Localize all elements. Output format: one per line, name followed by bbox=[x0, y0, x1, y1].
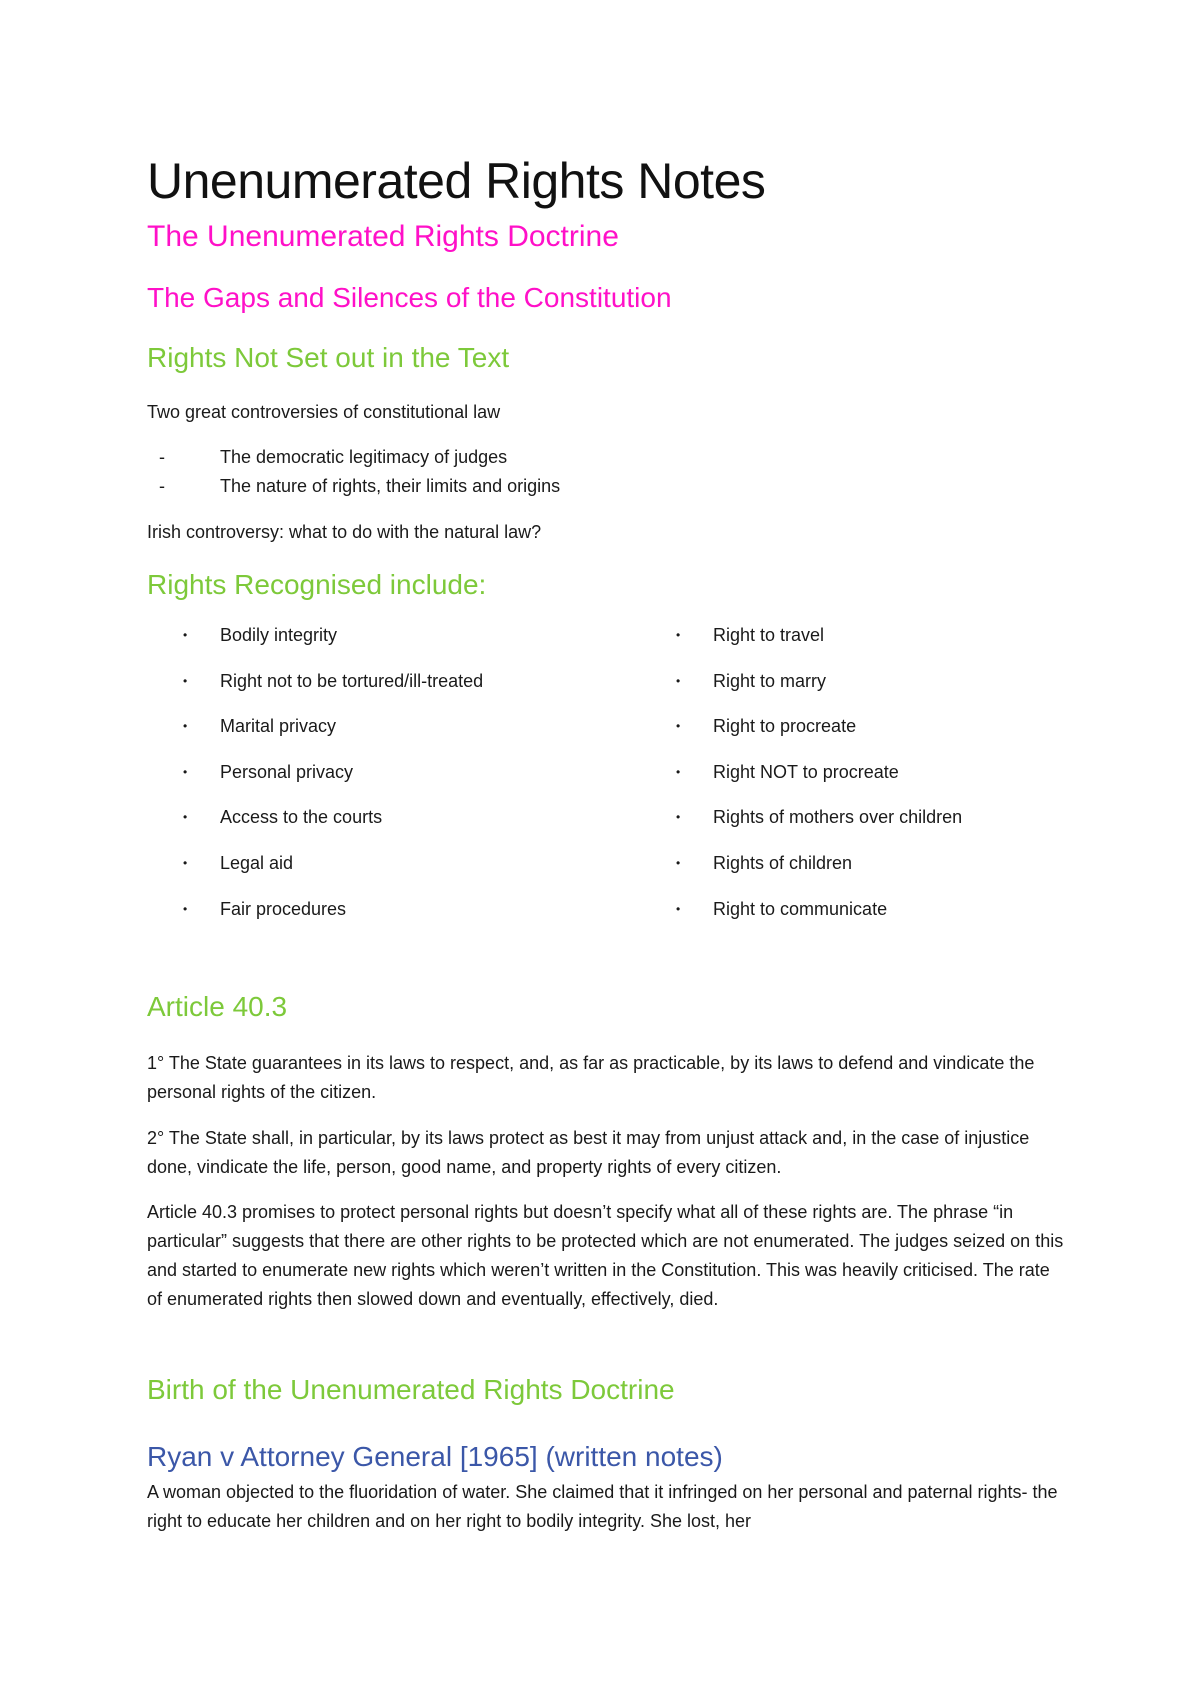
list-item-text: Marital privacy bbox=[220, 716, 337, 737]
list-item bbox=[183, 852, 483, 898]
list-item bbox=[183, 806, 483, 852]
list-item bbox=[183, 624, 483, 670]
bullet-marker: • bbox=[183, 673, 188, 688]
bullet-marker: • bbox=[676, 810, 681, 825]
bullet-marker: • bbox=[183, 719, 188, 734]
list-item-text: Bodily integrity bbox=[220, 625, 338, 645]
bullet-marker: • bbox=[676, 764, 681, 779]
heading-not-set-out: Rights Not Set out in the Text bbox=[147, 342, 510, 373]
heading-article: Article 40.3 bbox=[147, 991, 288, 1022]
bullet-marker: • bbox=[183, 855, 188, 870]
list-item bbox=[183, 761, 483, 807]
bullet-marker: • bbox=[676, 719, 681, 734]
list-item-text: The nature of rights, their limits and origins bbox=[220, 476, 561, 496]
list-item bbox=[676, 806, 962, 852]
article-paragraph-2: 2° The State shall, in particular, by its laws protect as best it may from unjust attack and, in the case of injustice done, vindicate the life, person, good name, and property rights of every citizen. bbox=[147, 1128, 1030, 1177]
list-item-text: Rights of mothers over children bbox=[713, 807, 963, 828]
list-item bbox=[147, 476, 560, 497]
bullet-marker: • bbox=[676, 901, 681, 916]
heading-doctrine: The Unenumerated Rights Doctrine bbox=[147, 220, 619, 253]
list-item-text: Right to procreate bbox=[713, 716, 857, 737]
irish-controversy: Irish controversy: what to do with the natural law? bbox=[147, 522, 542, 542]
list-item-text: The democratic legitimacy of judges bbox=[220, 447, 508, 467]
controversies-intro: Two great controversies of constitutional law bbox=[147, 402, 501, 422]
dash-marker: - bbox=[159, 476, 165, 496]
bullet-marker: • bbox=[183, 901, 188, 916]
list-item-text: Right to communicate bbox=[713, 898, 888, 919]
list-item bbox=[676, 715, 962, 761]
list-item bbox=[183, 715, 483, 761]
list-item-text: Right to marry bbox=[713, 670, 827, 691]
list-item bbox=[676, 761, 962, 807]
list-item bbox=[676, 670, 962, 716]
bullet-marker: • bbox=[676, 628, 681, 642]
heading-rights-recognised: Rights Recognised include: bbox=[147, 569, 487, 600]
list-item bbox=[676, 898, 962, 944]
list-item-text: Personal privacy bbox=[220, 761, 354, 782]
ryan-paragraph: A woman objected to the fluoridation of water. She claimed that it infringed on her personal and paternal rights- the right to educate her children and on her right to bodily integrity. She lost, her bbox=[147, 1482, 1058, 1531]
article-paragraph-3: Article 40.3 promises to protect personal rights but doesn’t specify what all of these rights are. The phrase “in particular” suggests that there are other rights to be protected which are not enumerated. The judges seized on this and started to enumerate new rights which weren’t written in the Constitution. This was heavily criticised. The rate of enumerated rights then slowed down and eventually, effectively, died. bbox=[147, 1202, 1064, 1309]
heading-ryan: Ryan v Attorney General [1965] (written notes) bbox=[147, 1441, 723, 1472]
list-item bbox=[676, 624, 962, 670]
list-item-text: Right not to be tortured/ill-treated bbox=[220, 670, 484, 691]
list-item bbox=[183, 898, 483, 944]
heading-birth: Birth of the Unenumerated Rights Doctrine bbox=[147, 1374, 675, 1405]
list-item-text: Fair procedures bbox=[220, 898, 347, 919]
dash-marker: - bbox=[159, 447, 165, 467]
rights-list-right bbox=[676, 624, 962, 943]
list-item-text: Legal aid bbox=[220, 852, 294, 873]
list-item-text: Right NOT to procreate bbox=[713, 761, 899, 782]
rights-list-left bbox=[183, 624, 483, 943]
article-paragraph-1: 1° The State guarantees in its laws to respect, and, as far as practicable, by its laws to defend and vindicate the personal rights of the citizen. bbox=[147, 1053, 1035, 1102]
bullet-marker: • bbox=[676, 855, 681, 870]
list-item bbox=[147, 447, 507, 468]
list-item-text: Access to the courts bbox=[220, 807, 383, 828]
bullet-marker: • bbox=[183, 628, 188, 642]
list-item-text: Right to travel bbox=[713, 625, 825, 645]
list-item bbox=[183, 670, 483, 716]
bullet-marker: • bbox=[183, 764, 188, 779]
heading-gaps: The Gaps and Silences of the Constitution bbox=[147, 282, 672, 313]
list-item-text: Rights of children bbox=[713, 852, 853, 873]
document-title: Unenumerated Rights Notes bbox=[147, 153, 766, 209]
list-item bbox=[676, 852, 962, 898]
bullet-marker: • bbox=[676, 673, 681, 688]
bullet-marker: • bbox=[183, 810, 188, 825]
